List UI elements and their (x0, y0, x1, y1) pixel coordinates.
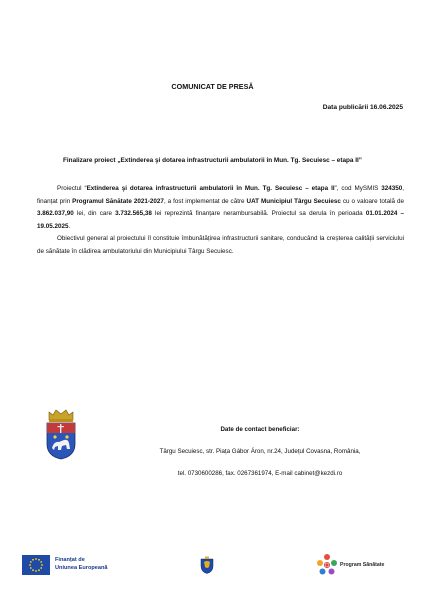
contact-block (125, 419, 395, 485)
eu-funding-line-1: Finanțat de (55, 557, 85, 563)
eu-funding-line-2: Uniunea Europeană (55, 564, 108, 571)
body-paragraph-2: Obiectivul general al proiectului îl constituie îmbunătățirea infrastructurii sanitare, conducând la creșterea calității serviciului de sănătate în clădirea ambulatoriului din Municipiului Târgu Secuiesc. (37, 235, 404, 255)
municipal-coat-of-arms-icon (44, 408, 78, 460)
p1-text-6: lei, din care (73, 210, 116, 218)
project-period: 01.01.2024 – 19.05.2025 (37, 210, 404, 230)
mysmis-code: 324350 (381, 185, 403, 192)
eu-funding-label (55, 557, 108, 572)
p1-text-3: , finanțat prin (37, 185, 405, 205)
footer-logos (0, 548, 425, 584)
body-paragraph-1 (37, 183, 404, 233)
publication-date: Data publicării 16.06.2025 (322, 104, 403, 111)
program-sanatate-logo-icon (316, 553, 338, 577)
romanian-government-emblem-icon (200, 556, 214, 574)
contact-address: Târgu Secuiesc, str. Piața Gábor Áron, nr.24, Județul Covasna, România, (159, 448, 361, 455)
p1-text-2: ”, cod MySMIS (334, 185, 382, 192)
eu-flag-icon (22, 555, 50, 575)
document-title: COMUNICAT DE PRESĂ (171, 82, 254, 91)
p1-text-7: lei reprezintă finanțare nerambursabilă. Proiectul sa derula în perioada (151, 210, 366, 218)
program-name: Programul Sănătate 2021-2027 (72, 197, 164, 205)
press-release-subject: Finalizare proiect „Extinderea şi dotarea infrastructurii ambulatorii în Mun. Tg. Secuiesc – etapa II” (62, 157, 363, 164)
press-release-body (37, 183, 404, 259)
nonrefundable-value: 3.732.565,38 (115, 210, 152, 218)
contact-title: Date de contact beneficiar: (220, 426, 300, 433)
program-sanatate-label: Program Sănătate (340, 562, 385, 568)
project-name: Extinderea şi dotarea infrastructurii ambulatorii în Mun. Tg. Secuiesc – etapa II (86, 185, 335, 192)
p1-text-4: , a fost implementat de către (163, 197, 247, 205)
p1-text-1: Proiectul “ (57, 185, 87, 192)
beneficiary-name: UAT Municipiul Târgu Secuiesc (246, 197, 341, 205)
contact-phone-email: tel. 0730600286, fax. 0267361974, E-mail cabinet@kezdi.ro (177, 470, 343, 477)
p1-text-5: cu o valoare totală de (340, 197, 405, 205)
total-value: 3.862.037,90 (37, 210, 74, 218)
p1-text-8: . (68, 222, 71, 230)
